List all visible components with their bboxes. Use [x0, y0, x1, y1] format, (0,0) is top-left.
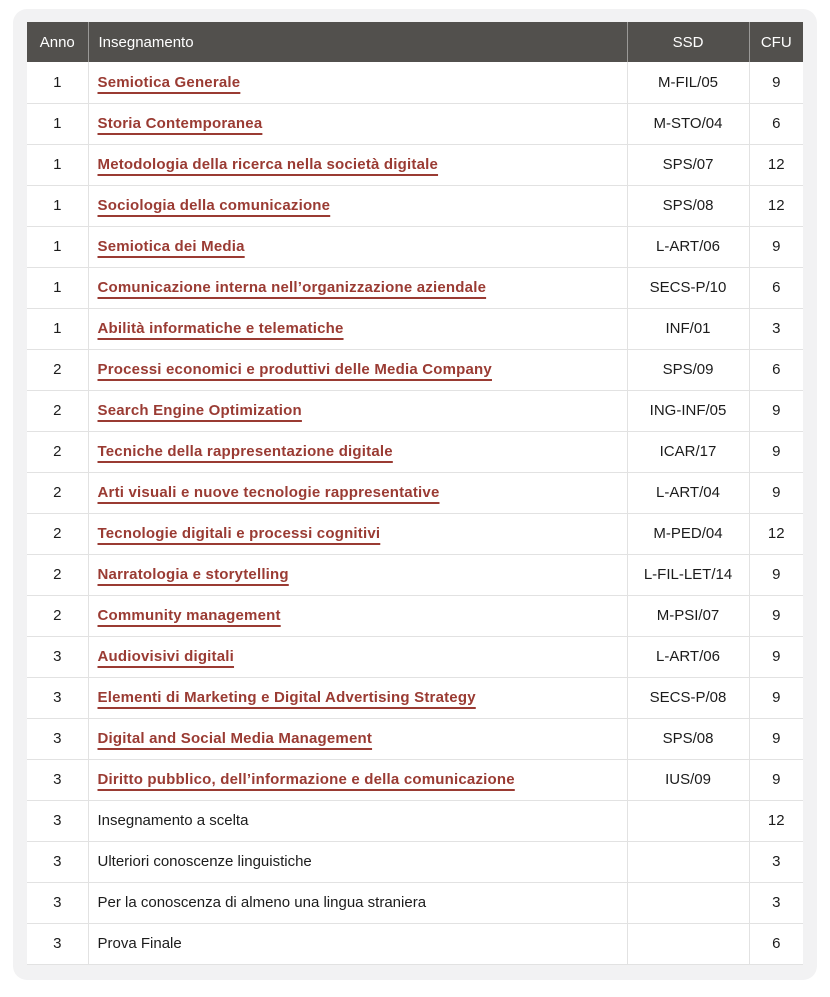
course-link[interactable]: Elementi di Marketing e Digital Advertising Strategy	[97, 689, 476, 706]
ssd-cell: SPS/08	[627, 185, 749, 226]
ssd-cell: L-ART/06	[627, 636, 749, 677]
course-link[interactable]: Audiovisivi digitali	[97, 648, 235, 665]
table-row	[27, 472, 803, 513]
table-body	[27, 62, 803, 964]
course-cell	[88, 800, 627, 841]
course-link[interactable]: Digital and Social Media Management	[97, 730, 373, 747]
course-link[interactable]: Tecniche della rappresentazione digitale	[97, 443, 393, 460]
header-insegnamento: Insegnamento	[88, 22, 627, 62]
table-header	[27, 22, 803, 62]
course-cell	[88, 677, 627, 718]
course-cell	[88, 226, 627, 267]
course-cell	[88, 595, 627, 636]
course-cell	[88, 62, 627, 103]
course-cell	[88, 308, 627, 349]
course-cell	[88, 882, 627, 923]
table-row	[27, 226, 803, 267]
table-row	[27, 923, 803, 964]
table-row	[27, 759, 803, 800]
cfu-cell: 9	[749, 554, 803, 595]
ssd-cell: SECS-P/10	[627, 267, 749, 308]
cfu-cell: 12	[749, 800, 803, 841]
course-link[interactable]: Storia Contemporanea	[97, 115, 263, 132]
course-text: Prova Finale	[97, 935, 182, 952]
ssd-cell	[627, 800, 749, 841]
course-text: Insegnamento a scelta	[97, 812, 249, 829]
cfu-cell: 9	[749, 431, 803, 472]
table-row	[27, 185, 803, 226]
anno-cell: 1	[27, 308, 88, 349]
cfu-cell: 6	[749, 349, 803, 390]
course-cell	[88, 349, 627, 390]
ssd-cell: SPS/09	[627, 349, 749, 390]
cfu-cell: 9	[749, 226, 803, 267]
cfu-cell: 9	[749, 677, 803, 718]
table-row	[27, 800, 803, 841]
table-row	[27, 103, 803, 144]
ssd-cell: SPS/08	[627, 718, 749, 759]
cfu-cell: 9	[749, 390, 803, 431]
ssd-cell	[627, 841, 749, 882]
anno-cell: 1	[27, 226, 88, 267]
cfu-cell: 6	[749, 103, 803, 144]
cfu-cell: 6	[749, 267, 803, 308]
cfu-cell: 3	[749, 308, 803, 349]
ssd-cell: L-ART/06	[627, 226, 749, 267]
ssd-cell: M-PSI/07	[627, 595, 749, 636]
cfu-cell: 9	[749, 62, 803, 103]
course-cell	[88, 103, 627, 144]
anno-cell: 3	[27, 718, 88, 759]
ssd-cell: INF/01	[627, 308, 749, 349]
course-link[interactable]: Abilità informatiche e telematiche	[97, 320, 344, 337]
table-row	[27, 677, 803, 718]
course-link[interactable]: Search Engine Optimization	[97, 402, 302, 419]
anno-cell: 1	[27, 185, 88, 226]
anno-cell: 3	[27, 759, 88, 800]
cfu-cell: 6	[749, 923, 803, 964]
ssd-cell	[627, 882, 749, 923]
anno-cell: 2	[27, 349, 88, 390]
course-link[interactable]: Narratologia e storytelling	[97, 566, 289, 583]
anno-cell: 2	[27, 472, 88, 513]
anno-cell: 3	[27, 882, 88, 923]
ssd-cell: IUS/09	[627, 759, 749, 800]
ssd-cell: ING-INF/05	[627, 390, 749, 431]
course-cell	[88, 841, 627, 882]
table-row	[27, 595, 803, 636]
ssd-cell: M-STO/04	[627, 103, 749, 144]
cfu-cell: 9	[749, 472, 803, 513]
header-ssd: SSD	[627, 22, 749, 62]
anno-cell: 1	[27, 103, 88, 144]
course-cell	[88, 144, 627, 185]
table-row	[27, 841, 803, 882]
anno-cell: 2	[27, 513, 88, 554]
ssd-cell: ICAR/17	[627, 431, 749, 472]
course-table-card	[13, 9, 817, 980]
course-cell	[88, 185, 627, 226]
course-link[interactable]: Semiotica dei Media	[97, 238, 245, 255]
table-row	[27, 718, 803, 759]
course-cell	[88, 923, 627, 964]
table-row	[27, 267, 803, 308]
course-link[interactable]: Semiotica Generale	[97, 73, 241, 91]
course-cell	[88, 636, 627, 677]
table-row	[27, 513, 803, 554]
table-row	[27, 554, 803, 595]
cfu-cell: 12	[749, 513, 803, 554]
course-link[interactable]: Community management	[97, 607, 281, 624]
table-row	[27, 431, 803, 472]
course-cell	[88, 431, 627, 472]
course-cell	[88, 718, 627, 759]
course-cell	[88, 513, 627, 554]
cfu-cell: 3	[749, 841, 803, 882]
cfu-cell: 12	[749, 185, 803, 226]
anno-cell: 3	[27, 841, 88, 882]
cfu-cell: 9	[749, 636, 803, 677]
ssd-cell: M-FIL/05	[627, 62, 749, 103]
ssd-cell	[627, 923, 749, 964]
course-link[interactable]: Tecnologie digitali e processi cognitivi	[97, 525, 381, 542]
cfu-cell: 9	[749, 595, 803, 636]
anno-cell: 2	[27, 390, 88, 431]
anno-cell: 1	[27, 144, 88, 185]
table-row	[27, 308, 803, 349]
ssd-cell: L-ART/04	[627, 472, 749, 513]
header-cfu: CFU	[749, 22, 803, 62]
course-text: Ulteriori conoscenze linguistiche	[97, 853, 312, 870]
table-row	[27, 636, 803, 677]
table-row	[27, 349, 803, 390]
table-row	[27, 882, 803, 923]
course-cell	[88, 267, 627, 308]
cfu-cell: 3	[749, 882, 803, 923]
table-row	[27, 144, 803, 185]
anno-cell: 2	[27, 595, 88, 636]
anno-cell: 3	[27, 677, 88, 718]
course-cell	[88, 759, 627, 800]
course-link[interactable]: Arti visuali e nuove tecnologie rappresentative	[97, 484, 440, 501]
cfu-cell: 9	[749, 759, 803, 800]
anno-cell: 1	[27, 62, 88, 103]
course-plan-table	[27, 22, 803, 965]
anno-cell: 1	[27, 267, 88, 308]
course-link[interactable]: Processi economici e produttivi delle Media Company	[97, 361, 492, 378]
ssd-cell: SPS/07	[627, 144, 749, 185]
course-link[interactable]: Diritto pubblico, dell’informazione e della comunicazione	[97, 771, 515, 788]
table-row	[27, 62, 803, 103]
ssd-cell: M-PED/04	[627, 513, 749, 554]
course-cell	[88, 472, 627, 513]
header-row	[27, 22, 803, 62]
ssd-cell: L-FIL-LET/14	[627, 554, 749, 595]
table-row	[27, 390, 803, 431]
course-cell	[88, 390, 627, 431]
course-cell	[88, 554, 627, 595]
anno-cell: 2	[27, 554, 88, 595]
anno-cell: 3	[27, 923, 88, 964]
cfu-cell: 12	[749, 144, 803, 185]
course-link[interactable]: Metodologia della ricerca nella società digitale	[97, 156, 439, 173]
header-anno: Anno	[27, 22, 88, 62]
course-link[interactable]: Sociologia della comunicazione	[97, 197, 331, 214]
ssd-cell: SECS-P/08	[627, 677, 749, 718]
cfu-cell: 9	[749, 718, 803, 759]
anno-cell: 3	[27, 800, 88, 841]
anno-cell: 3	[27, 636, 88, 677]
course-link[interactable]: Comunicazione interna nell’organizzazione aziendale	[97, 279, 487, 296]
course-text: Per la conoscenza di almeno una lingua straniera	[97, 894, 427, 911]
anno-cell: 2	[27, 431, 88, 472]
